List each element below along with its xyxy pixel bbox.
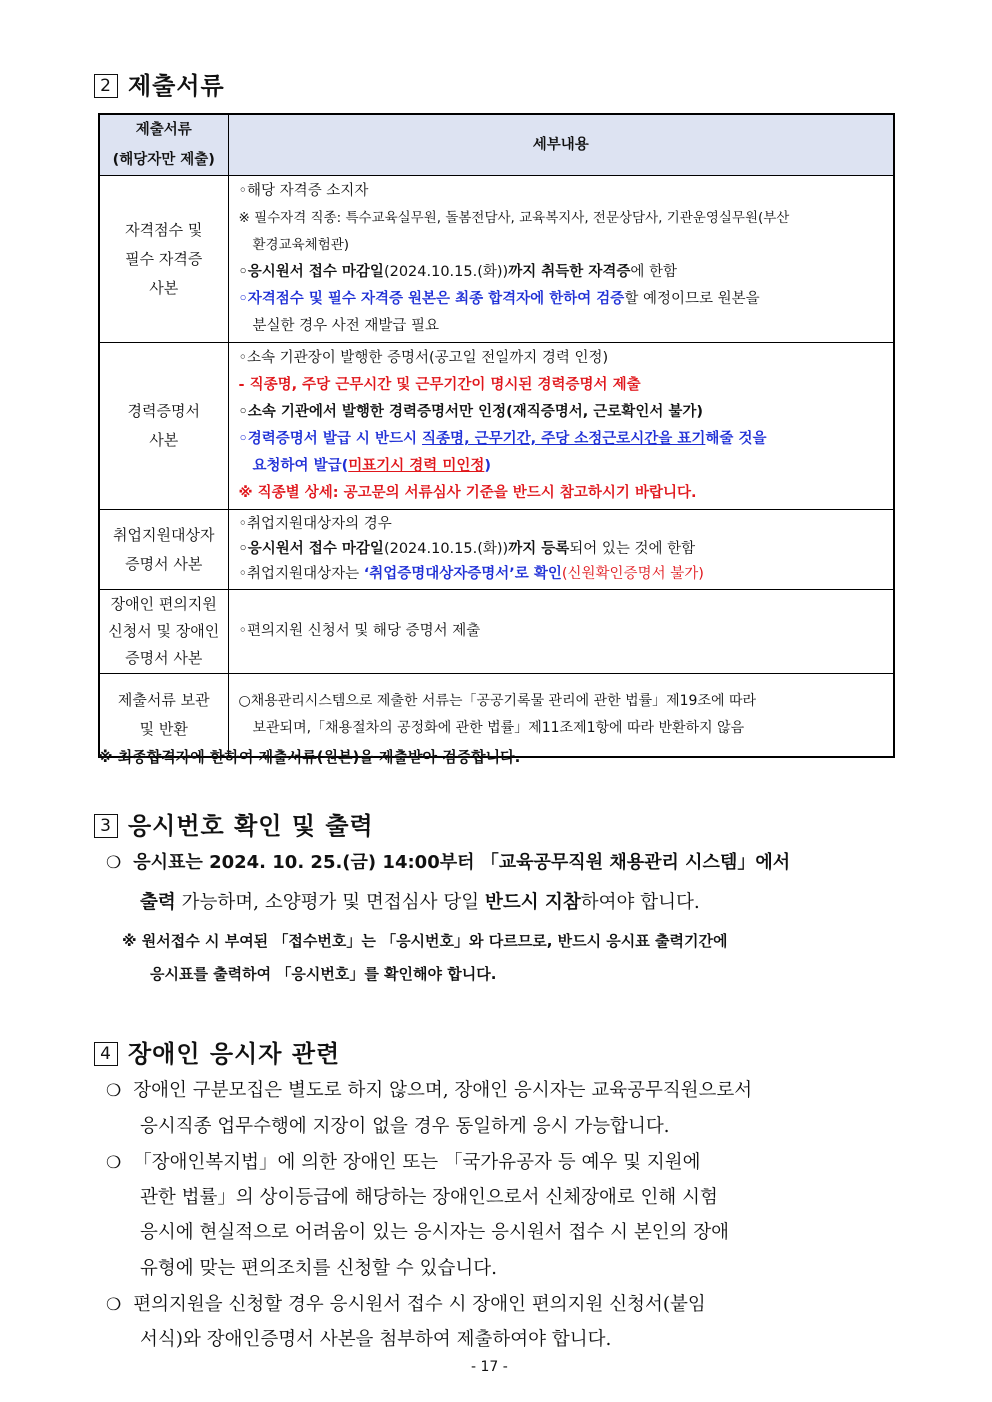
- detail-line: [239, 426, 888, 453]
- category-line: 증명서 사본: [125, 554, 203, 573]
- category-line: 신청서 및 장애인: [108, 622, 220, 640]
- text-span: 까지 취득한 자격증: [508, 264, 631, 280]
- section-title: 응시번호 확인 및 출력: [128, 812, 374, 840]
- detail-line: ◦해당 자격증 소지자: [238, 183, 369, 199]
- text-span: ‘취업증명대상자증명서’로 확인: [363, 566, 562, 582]
- detail-line: ◦취업지원대상자의 경우: [238, 516, 392, 532]
- detail-line: [239, 286, 888, 313]
- text-span: 되어 있는 것에 한함: [569, 541, 696, 557]
- category-cell: [99, 176, 228, 343]
- section-4-paragraph-line: 응시직종 업무수행에 지장이 없을 경우 동일하게 응시 가능합니다.: [140, 1116, 670, 1137]
- text-span: (2024.10.15.(화)): [383, 264, 509, 280]
- category-cell: [99, 510, 228, 590]
- section-3-paragraph-line: [140, 888, 700, 914]
- text-span: (2024.10.15.(화)): [383, 541, 509, 557]
- detail-cell: [228, 590, 894, 674]
- bullet-icon: ❍: [106, 1153, 122, 1173]
- detail-line: 분실한 경우 사전 재발급 필요: [252, 318, 440, 334]
- detail-line: [239, 259, 888, 286]
- header-line: 제출서류: [135, 122, 192, 138]
- detail-line: ◦소속 기관장이 발행한 증명서(공고일 전일까지 경력 인정): [238, 350, 609, 366]
- text-span: 반드시 지참: [484, 892, 581, 913]
- bullet-icon: ❍: [106, 1295, 122, 1315]
- table-row-disability-support: [99, 590, 894, 674]
- text-span: ◦응시원서 접수 마감일: [238, 541, 384, 557]
- detail-line: ◦소속 기관에서 발행한 경력증명서만 인정(재직증명서, 근로확인서 불가): [238, 404, 704, 420]
- text-span: 직종명, 근무기간, 주당 소정근로시간을 표기: [422, 431, 706, 447]
- section-4-paragraph-line: 관한 법률」의 상이등급에 해당하는 장애인으로서 신체장애로 인해 시험: [140, 1187, 718, 1208]
- text-span: 요청하여 발급(: [252, 458, 349, 474]
- section-4-paragraph-line: 응시에 현실적으로 어려움이 있는 응시자는 응시원서 접수 시 본인의 장애: [140, 1222, 730, 1243]
- detail-line: [239, 562, 888, 587]
- category-line: 경력증명서: [127, 402, 200, 420]
- section-4-paragraph-line: [106, 1148, 700, 1174]
- text-span: (신원확인증명서 불가): [561, 566, 704, 582]
- category-line: 장애인 편의지원: [110, 595, 217, 613]
- bullet-icon: ❍: [106, 853, 122, 873]
- section-title: 장애인 응시자 관련: [128, 1040, 341, 1068]
- text-span: 출력: [140, 892, 176, 913]
- detail-cell: [228, 674, 894, 757]
- section-3-note-line: ※ 원서접수 시 부여된 「접수번호」는 「응시번호」와 다르므로, 반드시 응시표 출력기간에: [122, 932, 728, 950]
- text-span: ◦응시원서 접수 마감일: [238, 264, 384, 280]
- text-span: 편의지원을 신청할 경우 응시원서 접수 시 장애인 편의지원 신청서(붙임: [133, 1294, 706, 1315]
- text-span: ◦자격점수 및 필수 자격증 원본은 최종 합격자에 한하여 검증: [238, 291, 625, 307]
- detail-cell: [228, 176, 894, 343]
- section-number-box: 2: [94, 74, 118, 98]
- header-documents: [99, 114, 228, 176]
- detail-line: [239, 453, 888, 480]
- final-verification-note: ※ 최종합격자에 한하여 제출서류(원본)을 제출받아 검증합니다.: [98, 748, 521, 766]
- table-row-employment-support: [99, 510, 894, 590]
- table-row-retention: [99, 674, 894, 757]
- text-span: 해줄 것을: [705, 431, 767, 447]
- detail-line: ※ 직종별 상세: 공고문의 서류심사 기준을 반드시 참고하시기 바랍니다.: [238, 485, 697, 501]
- detail-line: 보관되며,「채용절차의 공정화에 관한 법률」제11조제1항에 따라 반환하지 않음: [252, 719, 745, 736]
- table-header-row: [99, 114, 894, 176]
- text-span: 에 한함: [630, 264, 677, 280]
- text-span: 가능하며, 소양평가 및 면접심사 당일: [175, 892, 485, 913]
- text-span: 미표기시 경력 미인정: [348, 458, 485, 474]
- category-line: 및 반환: [139, 719, 188, 738]
- table-row-certificates: [99, 176, 894, 343]
- section-4-heading: [94, 1034, 340, 1069]
- detail-cell: [228, 343, 894, 510]
- detail-line: - 직종명, 주당 근무시간 및 근무기간이 명시된 경력증명서 제출: [238, 377, 641, 393]
- detail-line: ◦편의지원 신청서 및 해당 증명서 제출: [238, 623, 481, 639]
- category-line: 사본: [149, 431, 179, 449]
- text-span: 응시표는 2024. 10. 25.(금) 14:00부터 「교육공무직원 채용관리 시스템」에서: [133, 852, 791, 873]
- header-line: (해당자만 제출): [112, 152, 215, 168]
- text-span: ◦취업지원대상자는: [238, 566, 364, 582]
- section-number-box: 4: [94, 1042, 118, 1066]
- category-line: 취업지원대상자: [113, 525, 215, 544]
- category-line: 사본: [149, 278, 179, 297]
- section-3-paragraph-line: [106, 848, 790, 874]
- header-details: 세부내용: [228, 114, 894, 176]
- section-4-paragraph-line: 유형에 맞는 편의조치를 신청할 수 있습니다.: [140, 1258, 497, 1279]
- category-line: 자격점수 및: [125, 220, 203, 239]
- text-span: 하여야 합니다.: [580, 892, 700, 913]
- category-cell: [99, 674, 228, 757]
- section-4-paragraph-line: [106, 1076, 752, 1102]
- text-span: 「장애인복지법」에 의한 장애인 또는 「국가유공자 등 예우 및 지원에: [133, 1152, 701, 1173]
- section-title: 제출서류: [128, 72, 225, 100]
- detail-line: ※ 필수자격 직종: 특수교육실무원, 돌봄전담사, 교육복지사, 전문상담사, 기관운영실무원(부산: [238, 210, 790, 226]
- section-4-paragraph-line: 서식)와 장애인증명서 사본을 첨부하여 제출하여야 합니다.: [140, 1329, 612, 1350]
- detail-line: [239, 537, 888, 562]
- text-span: 까지 등록: [508, 541, 570, 557]
- section-4-paragraph-line: [106, 1290, 706, 1316]
- section-3-heading: [94, 806, 374, 841]
- category-line: 증명서 사본: [125, 649, 203, 667]
- text-span: 할 예정이므로 원본을: [624, 291, 760, 307]
- section-number-box: 3: [94, 814, 118, 838]
- text-span: ◦경력증명서 발급 시 반드시: [238, 431, 423, 447]
- bullet-icon: ❍: [106, 1081, 122, 1101]
- text-span: ): [484, 458, 492, 474]
- category-line: 필수 자격증: [125, 249, 203, 268]
- category-cell: [99, 343, 228, 510]
- category-line: 제출서류 보관: [117, 690, 210, 709]
- detail-line: ○채용관리시스템으로 제출한 서류는「공공기록물 관리에 관한 법률」제19조에 따라: [238, 692, 756, 709]
- documents-table: [98, 113, 895, 758]
- page-number: - 17 -: [471, 1359, 508, 1375]
- text-span: 장애인 구분모집은 별도로 하지 않으며, 장애인 응시자는 교육공무직원으로서: [133, 1080, 753, 1101]
- section-2-heading: [94, 66, 225, 101]
- category-cell: [99, 590, 228, 674]
- detail-cell: [228, 510, 894, 590]
- section-3-note-line: 응시표를 출력하여 「응시번호」를 확인해야 합니다.: [150, 965, 497, 983]
- table-row-career: [99, 343, 894, 510]
- detail-line: 환경교육체험관): [252, 237, 350, 253]
